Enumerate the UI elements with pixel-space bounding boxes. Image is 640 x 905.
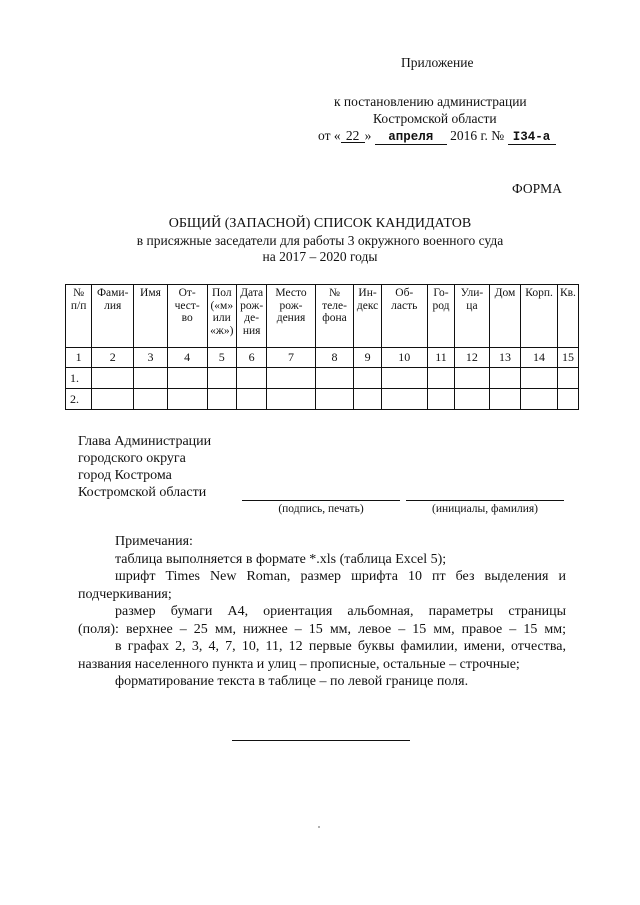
- table-cell: [134, 389, 168, 410]
- table-cell: [207, 389, 236, 410]
- note-item: в графах 2, 3, 4, 7, 10, 11, 12 первые буквы фамилии, имени, отчества,: [115, 639, 566, 654]
- table-cell: [489, 389, 520, 410]
- name-caption: (инициалы, фамилия): [431, 503, 539, 515]
- table-cell: [267, 368, 315, 389]
- table-cell: [315, 389, 354, 410]
- title-subline-1: в присяжные заседатели для работы 3 окружного военного суда: [136, 233, 504, 248]
- form-label: ФОРМА: [512, 181, 562, 196]
- date-day: 22: [341, 129, 365, 143]
- note-item: форматирование текста в таблице – по левой границе поля.: [115, 674, 469, 689]
- col-header: Дом: [489, 285, 520, 348]
- table-cell: [92, 368, 134, 389]
- resolution-line-1: к постановлению администрации: [334, 94, 527, 109]
- note-item: размер бумаги А4, ориентация альбомная, параметры страницы: [115, 604, 566, 619]
- col-number: 11: [427, 348, 454, 368]
- appendix-label: Приложение: [401, 55, 474, 70]
- table-cell: [167, 368, 207, 389]
- table-cell: [521, 368, 558, 389]
- col-number: 7: [267, 348, 315, 368]
- row-number: 1.: [66, 368, 92, 389]
- table-cell: [315, 368, 354, 389]
- table-cell: [455, 389, 490, 410]
- col-number: 3: [134, 348, 168, 368]
- date-mid: »: [364, 128, 372, 143]
- col-number: 2: [92, 348, 134, 368]
- col-header: Кв.: [557, 285, 578, 348]
- name-line: [406, 500, 564, 501]
- closing-rule: [232, 740, 410, 741]
- resolution-date-line: [318, 128, 556, 145]
- col-header: Корп.: [521, 285, 558, 348]
- col-number: 10: [381, 348, 427, 368]
- table-cell: [134, 368, 168, 389]
- date-year: 2016 г. №: [450, 128, 505, 143]
- col-number: 5: [207, 348, 236, 368]
- notes-heading: Примечания:: [115, 534, 193, 549]
- col-header: Дата рож- де- ния: [236, 285, 266, 348]
- table-cell: [489, 368, 520, 389]
- scan-speck: [318, 826, 320, 828]
- candidates-table: [65, 284, 579, 410]
- table-header-row: [66, 285, 579, 348]
- table-row: [66, 389, 579, 410]
- table-cell: [557, 368, 578, 389]
- col-header: Об- ласть: [381, 285, 427, 348]
- table-cell: [381, 389, 427, 410]
- table-cell: [521, 389, 558, 410]
- table-cell: [207, 368, 236, 389]
- note-item: названия населенного пункта и улиц – прописные, остальные – строчные;: [78, 656, 520, 672]
- col-number: 1: [66, 348, 92, 368]
- table-cell: [427, 389, 454, 410]
- col-header: От- чест- во: [167, 285, 207, 348]
- col-number: 12: [455, 348, 490, 368]
- col-number: 6: [236, 348, 266, 368]
- note-item: таблица выполняется в формате *.xls (таблица Excel 5);: [115, 551, 447, 567]
- signatory-line-2: городского округа: [78, 451, 186, 466]
- signatory-line-4: Костромской области: [78, 485, 207, 500]
- col-header: Имя: [134, 285, 168, 348]
- col-number: 4: [167, 348, 207, 368]
- row-number: 2.: [66, 389, 92, 410]
- col-header: № п/п: [66, 285, 92, 348]
- col-header: Пол («м» или «ж»): [207, 285, 236, 348]
- document-number: I34-а: [508, 131, 556, 145]
- col-header: Место рож- дения: [267, 285, 315, 348]
- table-cell: [92, 389, 134, 410]
- col-number: 14: [521, 348, 558, 368]
- col-header: № теле- фона: [315, 285, 354, 348]
- table-row: [66, 368, 579, 389]
- page-title: ОБЩИЙ (ЗАПАСНОЙ) СПИСОК КАНДИДАТОВ: [168, 216, 472, 231]
- table-cell: [427, 368, 454, 389]
- table-cell: [267, 389, 315, 410]
- table-cell: [236, 389, 266, 410]
- table-cell: [167, 389, 207, 410]
- date-prefix: от «: [318, 128, 341, 143]
- table-cell: [236, 368, 266, 389]
- col-number: 8: [315, 348, 354, 368]
- note-item: шрифт Times New Roman, размер шрифта 10 пт без выделения и: [115, 569, 566, 584]
- table-cell: [557, 389, 578, 410]
- notes-section: [78, 533, 566, 691]
- signatory-line-3: город Кострома: [78, 468, 172, 483]
- table-cell: [354, 368, 381, 389]
- signature-line: [242, 500, 400, 501]
- date-month: апреля: [375, 131, 447, 145]
- table-cell: [455, 368, 490, 389]
- col-header: Го- род: [427, 285, 454, 348]
- table-cell: [354, 389, 381, 410]
- col-number: 9: [354, 348, 381, 368]
- col-number: 13: [489, 348, 520, 368]
- title-subline-2: на 2017 – 2020 годы: [262, 249, 378, 264]
- signature-caption: (подпись, печать): [278, 503, 364, 515]
- column-number-row: [66, 348, 579, 368]
- signature-block: [78, 433, 211, 501]
- col-header: Ин- декс: [354, 285, 381, 348]
- col-header: Фами- лия: [92, 285, 134, 348]
- signatory-line-1: Глава Администрации: [78, 434, 212, 449]
- col-number: 15: [557, 348, 578, 368]
- note-item: подчеркивания;: [78, 586, 172, 602]
- col-header: Ули- ца: [455, 285, 490, 348]
- note-item: (поля): верхнее – 25 мм, нижнее – 15 мм, левое – 15 мм, правое – 15 мм;: [78, 621, 566, 637]
- table-cell: [381, 368, 427, 389]
- resolution-line-2: Костромской области: [373, 111, 497, 126]
